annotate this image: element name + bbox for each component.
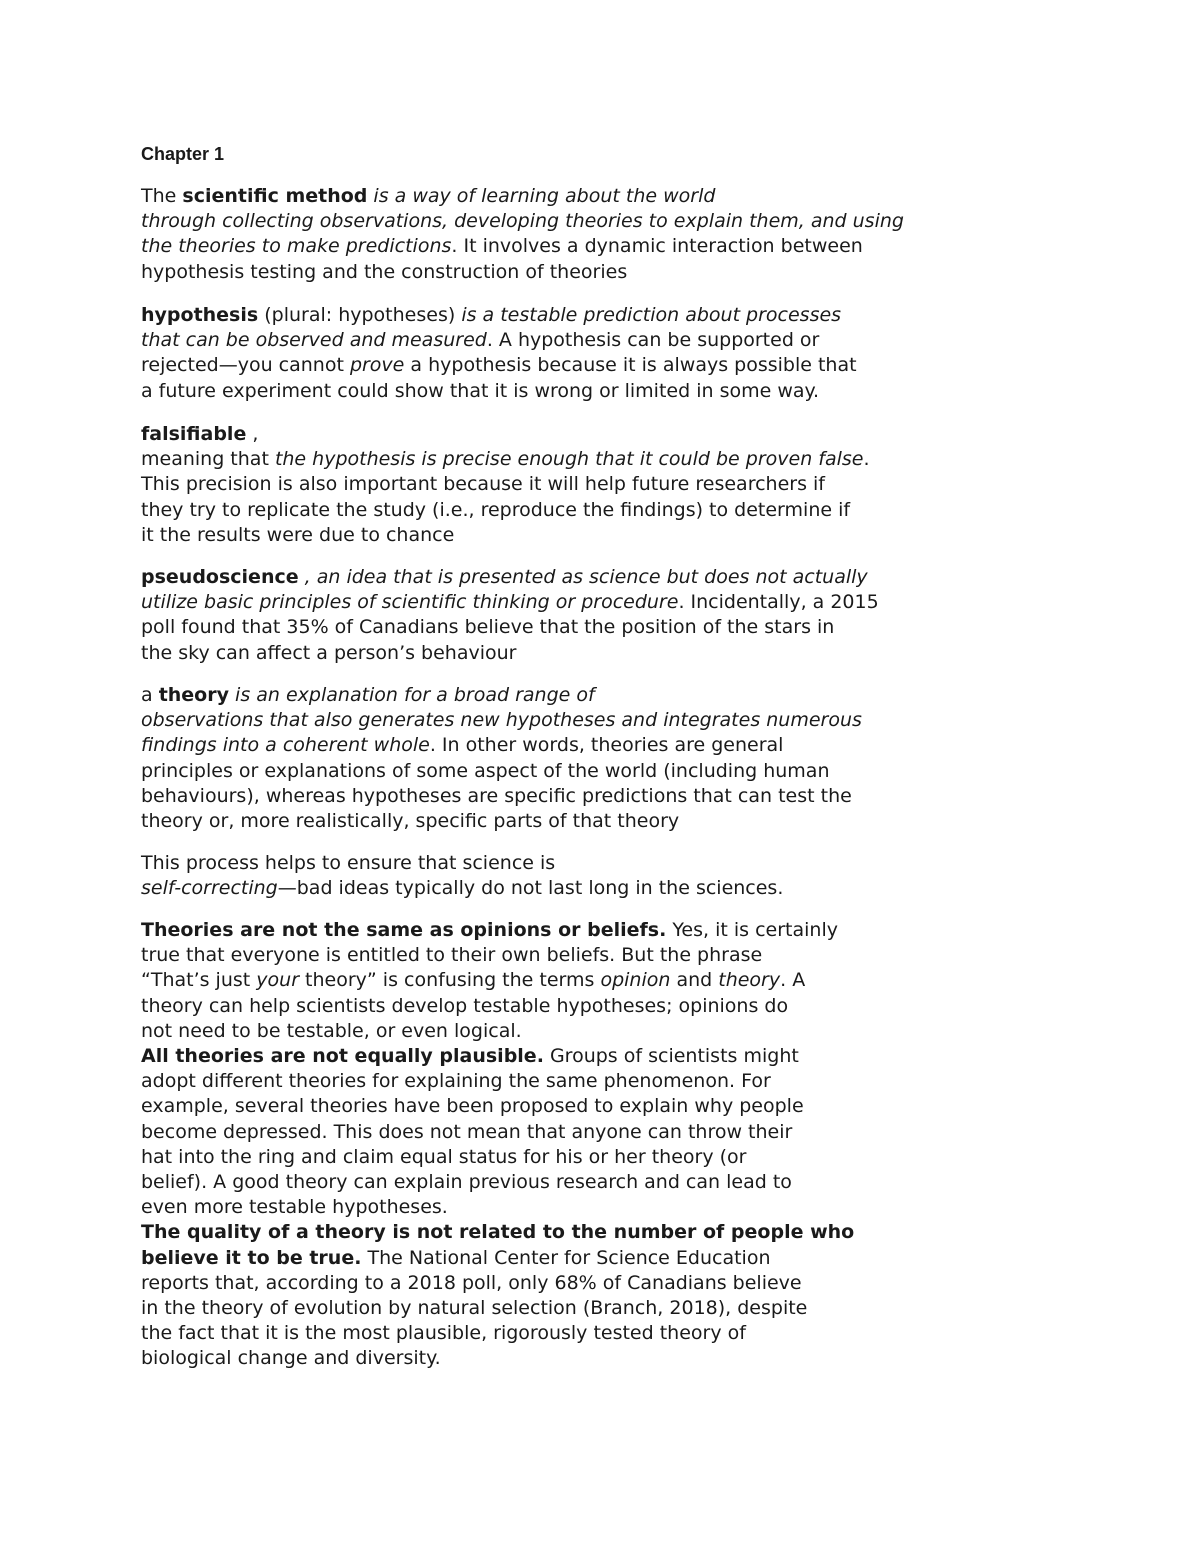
text-line	[141, 422, 870, 447]
definition-text: is a testable prediction about processes	[461, 304, 842, 326]
bold-statement: believe it to be true.	[141, 1246, 362, 1269]
definition-text: , an idea that is presented as science but does not actually	[298, 566, 868, 588]
bold-statement: All theories are not equally plausible.	[141, 1045, 544, 1068]
text-line	[141, 1220, 854, 1245]
text-line: it the results were due to chance	[141, 523, 455, 546]
definition-text: is a way of learning about the world	[367, 185, 716, 207]
bold-statement: Theories are not the same as opinions or beliefs.	[141, 919, 667, 941]
text-line	[141, 447, 870, 472]
text-run: —bad ideas typically do not last long in the sciences.	[277, 877, 784, 900]
text-line	[141, 328, 857, 353]
emphasis-text: opinion	[600, 969, 671, 992]
text-line: adopt different theories for explaining the same phenomenon. For	[141, 1070, 771, 1093]
text-run: The National Center for Science Education	[361, 1246, 771, 1269]
text-run: Groups of scientists might	[543, 1045, 799, 1068]
term-theory: theory	[158, 684, 229, 706]
paragraph-self-correcting	[141, 851, 783, 901]
text-run: . In other words, theories are general	[429, 734, 784, 757]
definition-text: the hypothesis is precise enough that it could be proven false	[274, 448, 864, 471]
term-falsifiable: falsifiable	[141, 423, 247, 445]
text-line: example, several theories have been proposed to explain why people	[141, 1095, 804, 1118]
definition-text: observations that also generates new hypotheses and integrates numerous	[141, 709, 862, 732]
text-line	[141, 590, 879, 615]
text-line: theory or, more realistically, specific parts of that theory	[141, 810, 680, 833]
emphasis-text: prove	[349, 354, 405, 377]
text-line: in the theory of evolution by natural selection (Branch, 2018), despite	[141, 1297, 808, 1320]
definition-text: that can be observed and measured	[141, 329, 487, 352]
text-line: poll found that 35% of Canadians believe that the position of the stars in	[141, 616, 835, 639]
text-line	[141, 1044, 854, 1069]
text-run: Yes, it is certainly	[666, 919, 838, 941]
text-line: the sky can affect a person’s behaviour	[141, 641, 517, 664]
text-run: . A	[780, 969, 806, 992]
bold-statement: The quality of a theory is not related to the number of people who	[141, 1221, 855, 1244]
text-run: a hypothesis because it is always possible that	[404, 354, 857, 377]
text-line: This precision is also important because it will help future researchers if	[141, 473, 825, 496]
text-run: (plural: hypotheses)	[258, 304, 462, 326]
paragraph-theories-beliefs	[141, 918, 854, 1372]
text-run: . It involves a dynamic interaction between	[451, 235, 863, 258]
text-line	[141, 683, 862, 708]
term-hypothesis: hypothesis	[141, 304, 259, 326]
text-line	[141, 708, 862, 733]
text-line	[141, 209, 904, 234]
emphasis-text: your	[256, 969, 300, 992]
text-line: hat into the ring and claim equal status for his or her theory (or	[141, 1145, 747, 1168]
definition-text: the theories to make predictions	[141, 235, 452, 258]
text-line: the fact that it is the most plausible, rigorously tested theory of	[141, 1322, 746, 1345]
text-line	[141, 234, 904, 259]
text-run: and	[670, 969, 719, 992]
text-run: ,	[246, 423, 259, 445]
text-run: meaning that	[141, 448, 275, 471]
text-line: become depressed. This does not mean that anyone can throw their	[141, 1120, 793, 1143]
paragraph-scientific-method	[141, 184, 904, 285]
text-line: biological change and diversity.	[141, 1347, 441, 1370]
text-run: . A hypothesis can be supported or	[486, 329, 820, 352]
text-line	[141, 353, 857, 378]
text-line	[141, 733, 862, 758]
text-run: .	[863, 448, 870, 471]
definition-text: findings into a coherent whole	[141, 734, 430, 757]
definition-text: is an explanation for a broad range of	[229, 684, 595, 706]
term-pseudoscience: pseudoscience	[141, 566, 299, 588]
text-run: . Incidentally, a 2015	[678, 591, 879, 614]
text-line	[141, 1246, 854, 1271]
text-line	[141, 876, 783, 901]
text-line: a future experiment could show that it is wrong or limited in some way.	[141, 379, 820, 402]
text-run: theory” is confusing the terms	[299, 969, 601, 992]
emphasis-text: self-correcting	[141, 877, 278, 900]
text-run: rejected—you cannot	[141, 354, 350, 377]
text-line: they try to replicate the study (i.e., reproduce the findings) to determine if	[141, 498, 851, 521]
paragraph-falsifiable	[141, 422, 870, 548]
text-line	[141, 565, 879, 590]
text-line: true that everyone is entitled to their own beliefs. But the phrase	[141, 944, 763, 967]
definition-text: utilize basic principles of scientific thinking or procedure	[141, 591, 679, 614]
term-scientific-method: scientific method	[182, 185, 368, 207]
text-line	[141, 303, 857, 328]
paragraph-hypothesis	[141, 303, 857, 404]
text-line: belief). A good theory can explain previous research and can lead to	[141, 1171, 792, 1194]
paragraph-pseudoscience	[141, 565, 879, 666]
text-line	[141, 968, 854, 993]
text-line: hypothesis testing and the construction of theories	[141, 260, 628, 283]
chapter-heading: Chapter 1	[141, 144, 225, 164]
text-line: reports that, according to a 2018 poll, only 68% of Canadians believe	[141, 1271, 802, 1294]
emphasis-text: theory	[718, 969, 781, 992]
text-run: The	[141, 185, 183, 207]
text-line	[141, 184, 904, 209]
paragraph-theory	[141, 683, 862, 834]
text-line: behaviours), whereas hypotheses are specific predictions that can test the	[141, 784, 852, 807]
text-line: theory can help scientists develop testable hypotheses; opinions do	[141, 994, 789, 1017]
text-line: not need to be testable, or even logical.	[141, 1019, 522, 1042]
text-run: a	[141, 684, 159, 706]
text-line	[141, 918, 854, 943]
definition-text: through collecting observations, developing theories to explain them, and using	[141, 210, 904, 233]
text-line: even more testable hypotheses.	[141, 1196, 448, 1219]
text-run: “That’s just	[141, 969, 257, 992]
text-line: principles or explanations of some aspect of the world (including human	[141, 759, 830, 782]
text-line: This process helps to ensure that science is	[141, 852, 556, 874]
